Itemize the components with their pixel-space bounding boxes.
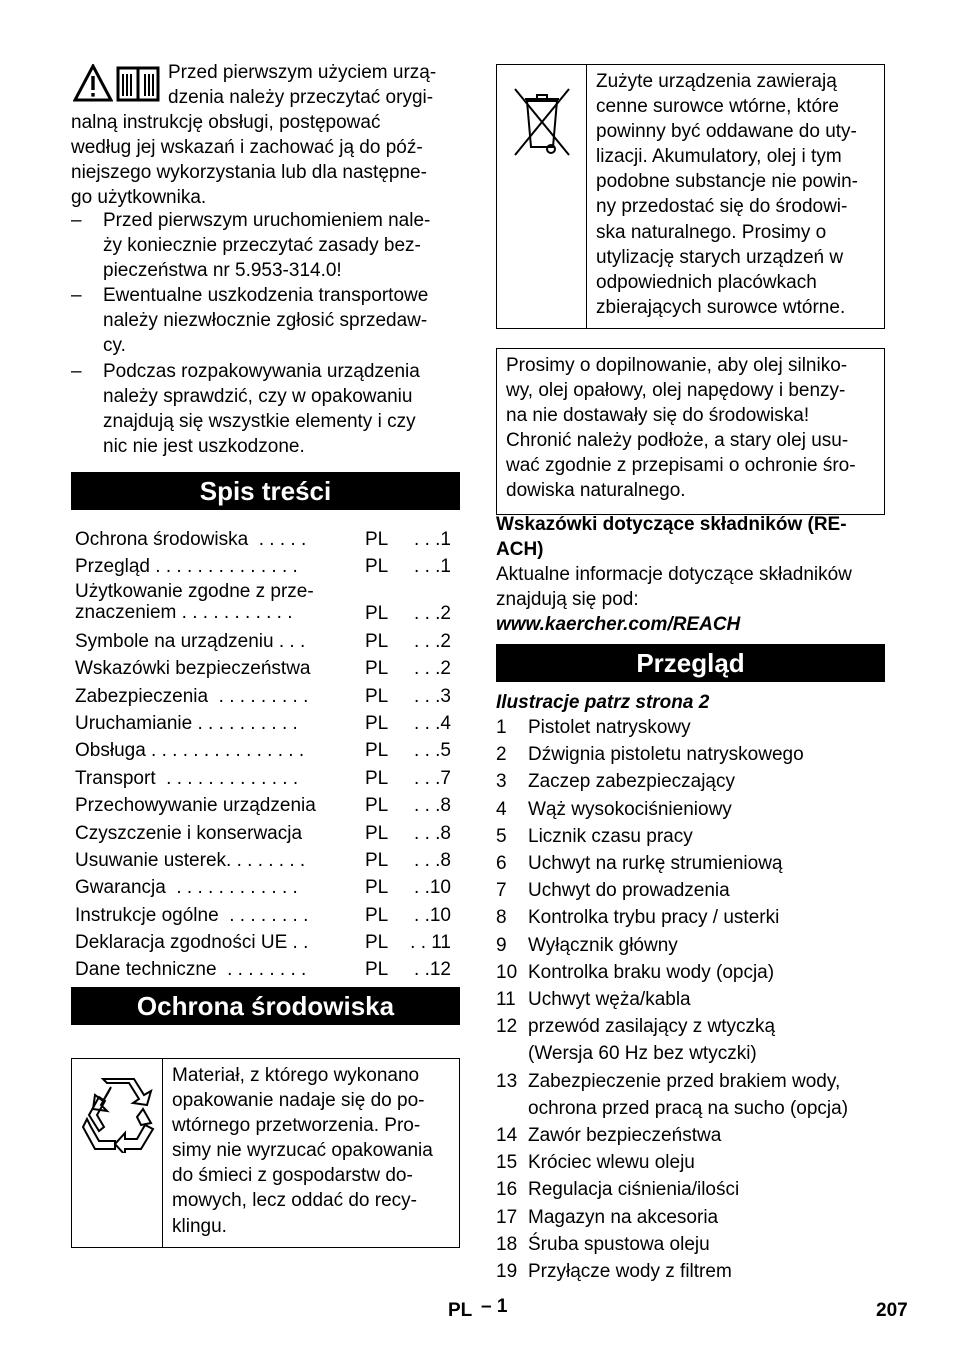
toc-entry-language: PL xyxy=(365,556,389,578)
manual-book-icon xyxy=(116,66,160,102)
weee-line: Zużyte urządzenia zawierają xyxy=(596,71,837,92)
toc-entry-language: PL xyxy=(365,529,389,550)
toc-entry-page: . .12 xyxy=(414,959,451,981)
toc-row[interactable] xyxy=(75,847,460,874)
toc-entry-title: Dane techniczne . . . . . . . . xyxy=(75,959,307,981)
bullet-dash: – xyxy=(71,210,82,231)
part-label: Zaczep zabezpieczający xyxy=(528,771,735,793)
toc-entry-title: Usuwanie usterek. . . . . . . . xyxy=(75,849,306,871)
oil-line: dowiska naturalnego. xyxy=(506,480,686,502)
part-number: 15 xyxy=(496,1152,518,1174)
part-label: ochrona przed pracą na sucho (opcja) xyxy=(528,1097,849,1119)
toc-row[interactable] xyxy=(75,902,460,929)
toc-entry-page: . . .2 xyxy=(414,630,451,652)
table-of-contents xyxy=(75,526,460,984)
toc-entry-page: . . 11 xyxy=(410,932,451,954)
toc-row[interactable] xyxy=(75,765,460,792)
toc-entry-language: PL xyxy=(365,712,389,734)
part-list-item xyxy=(496,1013,885,1067)
part-number: 8 xyxy=(496,907,507,929)
toc-entry-language: PL xyxy=(365,959,389,981)
reach-title-line: Wskazówki dotyczące składników (RE- xyxy=(496,514,847,535)
overview-subheading: Ilustracje patrz strona 2 xyxy=(496,692,710,713)
part-label: Pistolet natryskowy xyxy=(528,717,691,738)
toc-entry-language: PL xyxy=(365,602,389,624)
part-label: przewód zasilający z wtyczką xyxy=(528,1016,776,1038)
part-number: 16 xyxy=(496,1179,518,1201)
part-label: Zawór bezpieczeństwa xyxy=(528,1125,722,1147)
toc-entry-language: PL xyxy=(365,767,389,789)
part-list-item xyxy=(496,1176,885,1203)
part-list-item xyxy=(496,1122,885,1149)
toc-row[interactable] xyxy=(75,737,460,764)
part-list-item xyxy=(496,1204,885,1231)
intro-bullet-list xyxy=(71,208,460,459)
recycling-line: wtórnego przetworzenia. Pro- xyxy=(172,1115,421,1137)
part-label: Regulacja ciśnienia/ilości xyxy=(528,1179,740,1201)
toc-entry-language: PL xyxy=(365,658,389,680)
bullet-line: cy. xyxy=(103,335,126,357)
part-label: (Wersja 60 Hz bez wtyczki) xyxy=(528,1043,757,1065)
toc-row[interactable] xyxy=(75,628,460,655)
toc-entry-page: . . .8 xyxy=(414,849,451,871)
part-number: 3 xyxy=(496,771,507,793)
part-list-item xyxy=(496,1068,885,1122)
intro-icons xyxy=(71,60,163,108)
recycling-line: mowych, lecz oddać do recy- xyxy=(172,1190,417,1212)
toc-row[interactable] xyxy=(75,929,460,956)
toc-entry-title: Czyszczenie i konserwacja xyxy=(75,822,303,844)
part-number: 11 xyxy=(496,989,516,1011)
toc-entry-title: Transport . . . . . . . . . . . . . xyxy=(75,767,299,789)
environment-heading: Ochrona środowiska xyxy=(71,987,460,1025)
part-list-item xyxy=(496,959,885,986)
intro-notice xyxy=(71,60,460,211)
toc-heading: Spis treści xyxy=(71,472,460,510)
intro-line-2: dzenia należy przeczytać orygi- xyxy=(168,87,434,109)
part-number: 6 xyxy=(496,853,507,875)
recycling-line: simy nie wyrzucać opakowania xyxy=(172,1140,433,1162)
part-label: Dźwignia pistoletu natryskowego xyxy=(528,744,804,766)
weee-line: podobne substancje nie powin- xyxy=(596,171,858,193)
weee-line: utylizację starych urządzeń w xyxy=(596,246,844,268)
bullet-line: Ewentualne uszkodzenia transportowe xyxy=(103,285,429,307)
part-list-item xyxy=(496,768,885,795)
toc-entry-language: PL xyxy=(365,795,389,817)
toc-entry-language: PL xyxy=(365,685,389,707)
part-label: Uchwyt węża/kabla xyxy=(528,989,691,1011)
parts-list xyxy=(496,714,885,1285)
recycling-icon xyxy=(81,1077,155,1153)
toc-entry-page: . .10 xyxy=(414,877,451,899)
part-number: 12 xyxy=(496,1016,518,1038)
bullet-line: należy sprawdzić, czy w opakowaniu xyxy=(103,385,413,407)
part-number: 13 xyxy=(496,1070,518,1092)
reach-url-link[interactable]: www.kaercher.com/REACH xyxy=(496,614,741,636)
toc-row[interactable] xyxy=(75,581,460,628)
recycling-icon-cell xyxy=(72,1059,163,1247)
oil-notice-box xyxy=(496,348,885,515)
bullet-line: znajdują się wszystkie elementy i czy xyxy=(103,410,416,432)
toc-entry-page: . . .1 xyxy=(414,556,451,578)
toc-entry-language: PL xyxy=(365,932,389,954)
toc-entry-page: . . .7 xyxy=(414,767,451,789)
oil-line: Prosimy o dopilnowanie, aby olej silniko- xyxy=(506,355,848,376)
toc-row[interactable] xyxy=(75,820,460,847)
toc-entry-title: Obsługa . . . . . . . . . . . . . . . xyxy=(75,740,305,762)
part-label: Kontrolka braku wody (opcja) xyxy=(528,961,775,983)
part-label: Zabezpieczenie przed brakiem wody, xyxy=(528,1070,841,1092)
toc-entry-title: Ochrona środowiska . . . . . xyxy=(75,529,307,550)
part-label: Króciec wlewu oleju xyxy=(528,1152,695,1174)
weee-icon-cell xyxy=(497,65,587,328)
bullet-line: Podczas rozpakowywania urządzenia xyxy=(103,360,420,382)
part-list-item xyxy=(496,904,885,931)
toc-entry-title: Przegląd . . . . . . . . . . . . . . xyxy=(75,556,298,578)
recycling-line: do śmieci z gospodarstw do- xyxy=(172,1165,413,1187)
part-list-item xyxy=(496,823,885,850)
part-label: Śruba spustowa oleju xyxy=(528,1233,710,1255)
toc-entry-page: . . .8 xyxy=(414,822,451,844)
intro-line-3: nalną instrukcję obsługi, postępować xyxy=(71,112,381,134)
part-number: 10 xyxy=(496,961,518,983)
intro-bullet xyxy=(71,283,460,358)
toc-entry-language: PL xyxy=(365,849,389,871)
part-list-item xyxy=(496,714,885,741)
bullet-dash: – xyxy=(71,285,82,307)
part-number: 18 xyxy=(496,1233,518,1255)
toc-entry-language: PL xyxy=(365,822,389,844)
part-number: 2 xyxy=(496,744,507,766)
recycling-line: klingu. xyxy=(172,1215,227,1237)
oil-line: na nie dostawały się do środowiska! xyxy=(506,405,810,427)
intro-bullet xyxy=(71,359,460,459)
toc-entry-title: Przechowywanie urządzenia xyxy=(75,795,316,817)
oil-line: wać zgodnie z przepisami o ochronie śro- xyxy=(506,455,856,477)
toc-row[interactable] xyxy=(75,792,460,819)
part-label: Uchwyt do prowadzenia xyxy=(528,880,730,902)
part-number: 7 xyxy=(496,880,507,902)
part-list-item xyxy=(496,1231,885,1258)
intro-line-1: Przed pierwszym użyciem urzą- xyxy=(168,62,437,83)
toc-entry-page: . . .2 xyxy=(414,602,451,624)
toc-row[interactable] xyxy=(75,655,460,682)
toc-row[interactable] xyxy=(75,683,460,710)
toc-entry-page: . . .5 xyxy=(414,740,451,762)
overview-heading: Przegląd xyxy=(496,644,885,682)
oil-line: Chronić należy podłoże, a stary olej usu- xyxy=(506,430,849,452)
footer-language: PL xyxy=(448,1300,473,1321)
toc-row[interactable] xyxy=(75,874,460,901)
reach-title-line: ACH) xyxy=(496,539,544,561)
part-list-item xyxy=(496,1149,885,1176)
intro-line-5: niejszego wykorzystania lub dla następne- xyxy=(71,162,427,184)
weee-line: ny przedostać się do środowi- xyxy=(596,196,848,218)
toc-entry-title: Deklaracja zgodności UE . . xyxy=(75,932,309,954)
part-number: 5 xyxy=(496,825,507,847)
toc-entry-language: PL xyxy=(365,904,389,926)
toc-entry-title: Symbole na urządzeniu . . . xyxy=(75,630,306,652)
part-number: 19 xyxy=(496,1261,518,1283)
weee-notice-box xyxy=(496,64,885,329)
part-number: 9 xyxy=(496,934,507,956)
part-number: 17 xyxy=(496,1206,518,1228)
toc-entry-title: Użytkowanie zgodne z prze- znaczeniem . . . . . . . . . . . xyxy=(75,580,314,623)
intro-line-4: według jej wskazań i zachować ją do póź- xyxy=(71,137,423,159)
toc-entry-title: Wskazówki bezpieczeństwa xyxy=(75,658,311,680)
bullet-dash: – xyxy=(71,360,82,382)
reach-text-line: Aktualne informacje dotyczące składników xyxy=(496,564,852,586)
toc-row[interactable] xyxy=(75,553,460,580)
toc-entry-title: Uruchamianie . . . . . . . . . . xyxy=(75,712,298,734)
warning-triangle-icon xyxy=(73,64,113,102)
toc-entry-language: PL xyxy=(365,630,389,652)
bullet-line: nic nie jest uszkodzone. xyxy=(103,435,305,457)
weee-line: ska naturalnego. Prosimy o xyxy=(596,221,827,243)
part-label: Wąż wysokociśnieniowy xyxy=(528,798,732,820)
toc-entry-page: . . .1 xyxy=(414,529,451,550)
toc-entry-page: . . .4 xyxy=(414,712,451,734)
oil-line: wy, olej opałowy, olej napędowy i benzy- xyxy=(506,380,846,402)
part-list-item xyxy=(496,741,885,768)
toc-entry-language: PL xyxy=(365,877,389,899)
part-list-item xyxy=(496,877,885,904)
part-list-item xyxy=(496,796,885,823)
weee-line: powinny być oddawane do uty- xyxy=(596,121,857,143)
weee-line: cenne surowce wtórne, które xyxy=(596,96,839,118)
recycling-text xyxy=(172,1063,457,1239)
part-list-item xyxy=(496,986,885,1013)
weee-text xyxy=(596,69,882,320)
reach-section xyxy=(496,512,885,637)
intro-line-6: go użytkownika. xyxy=(71,187,207,209)
bullet-line: pieczeństwa nr 5.953-314.0! xyxy=(103,260,342,282)
footer-sub-page: – 1 xyxy=(481,1296,508,1317)
part-number: 4 xyxy=(496,798,507,820)
part-label: Przyłącze wody z filtrem xyxy=(528,1261,732,1283)
part-label: Uchwyt na rurkę strumieniową xyxy=(528,853,783,875)
reach-text-line: znajdują się pod: xyxy=(496,589,639,611)
weee-line: zbierających surowce wtórne. xyxy=(596,296,846,318)
part-label: Magazyn na akcesoria xyxy=(528,1206,719,1228)
weee-line: odpowiednich placówkach xyxy=(596,271,817,293)
toc-row[interactable] xyxy=(75,526,460,553)
toc-row[interactable] xyxy=(75,710,460,737)
toc-entry-page: . . .3 xyxy=(414,685,451,707)
part-list-item xyxy=(496,1258,885,1285)
intro-bullet xyxy=(71,208,460,283)
crossed-out-bin-icon xyxy=(511,85,573,159)
bullet-line: Przed pierwszym uruchomieniem nale- xyxy=(103,210,431,231)
toc-entry-title: Gwarancja . . . . . . . . . . . . xyxy=(75,877,298,899)
part-label: Licznik czasu pracy xyxy=(528,825,693,847)
toc-entry-language: PL xyxy=(365,740,389,762)
part-number: 1 xyxy=(496,717,507,738)
toc-entry-page: . . .8 xyxy=(414,795,451,817)
weee-line: lizacji. Akumulatory, olej i tym xyxy=(596,146,842,168)
part-label: Kontrolka trybu pracy / usterki xyxy=(528,907,780,929)
recycling-notice-box xyxy=(71,1058,460,1248)
oil-text xyxy=(506,353,882,504)
bullet-line: ży koniecznie przeczytać zasady bez- xyxy=(103,235,421,257)
toc-row[interactable] xyxy=(75,956,460,983)
page-number: 207 xyxy=(876,1300,908,1321)
recycling-line: opakowanie nadaje się do po- xyxy=(172,1090,425,1112)
toc-entry-title: Instrukcje ogólne . . . . . . . . xyxy=(75,904,309,926)
part-number: 14 xyxy=(496,1125,518,1147)
bullet-line: należy niezwłocznie zgłosić sprzedaw- xyxy=(103,310,428,332)
toc-entry-page: . .10 xyxy=(414,904,451,926)
toc-entry-title: Zabezpieczenia . . . . . . . . . xyxy=(75,685,309,707)
toc-entry-page: . . .2 xyxy=(414,658,451,680)
part-list-item xyxy=(496,932,885,959)
recycling-line: Materiał, z którego wykonano xyxy=(172,1065,420,1086)
part-label: Wyłącznik główny xyxy=(528,934,678,956)
part-list-item xyxy=(496,850,885,877)
